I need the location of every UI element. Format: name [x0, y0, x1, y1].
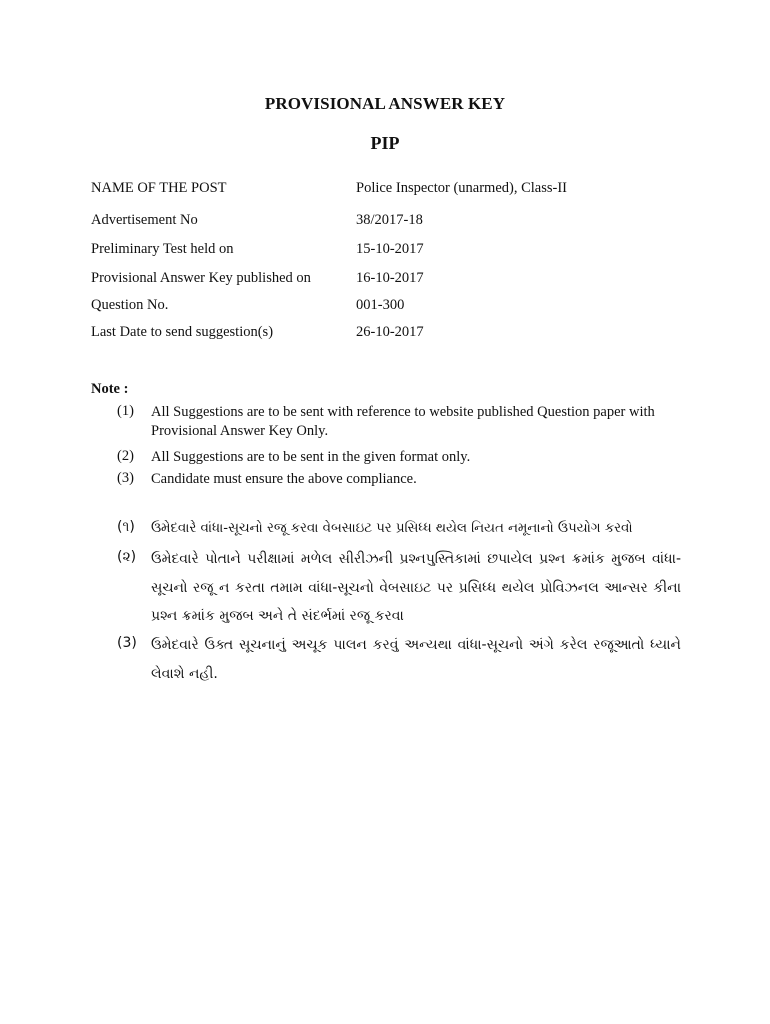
info-label: Question No. [91, 297, 169, 313]
gujarati-note-text: ઉમેદવારે પોતાને પરીક્ષામાં મળેલ સીરીઝની પ્રશ્નપુસ્તિકામાં છપાયેલ પ્રશ્ન ક્રમાંક મુજબ વાંધા-સૂચનો રજૂ ન કરતા તમામ વાંધા-સૂચનો વેબસાઇટ પર પ્રસિધ્ધ થયેલ પ્રોવિઝનલ આન્સર કીના પ્રશ્ન ક્રમાંક મુજબ અને તે સંદર્ભમાં રજૂ કરવા [151, 551, 681, 624]
info-label: Preliminary Test held on [91, 241, 234, 257]
note-text: Candidate must ensure the above compliance. [151, 471, 417, 487]
gujarati-note-text: ઉમેદવારે વાંધા-સૂચનો રજૂ કરવા વેબસાઇટ પર પ્રસિધ્ધ થયેલ નિયત નમૂનાનો ઉપયોગ કરવો [151, 521, 633, 536]
document-title: PROVISIONAL ANSWER KEY [264, 94, 506, 113]
note-number: (3) [117, 470, 134, 486]
info-value: 38/2017-18 [356, 212, 423, 228]
info-label: Provisional Answer Key published on [91, 270, 311, 286]
info-row-question-no [0, 297, 770, 317]
info-value: 16-10-2017 [356, 270, 424, 286]
info-value: 15-10-2017 [356, 241, 424, 257]
gujarati-note-number: (૧) [117, 519, 135, 535]
note-text: All Suggestions are to be sent with reference to website published Question paper with Provisional Answer Key Only. [151, 404, 655, 439]
info-label: NAME OF THE POST [91, 180, 227, 196]
info-row-post [0, 180, 770, 200]
note-number: (2) [117, 448, 134, 464]
info-row-advertisement [0, 212, 770, 232]
info-value: 001-300 [356, 297, 405, 313]
note-title: Note : [91, 381, 129, 397]
document-subtitle: PIP [370, 133, 400, 153]
gujarati-note-number: (૨) [117, 549, 137, 565]
info-row-published [0, 270, 770, 290]
info-row-test-date [0, 241, 770, 261]
info-value: Police Inspector (unarmed), Class-II [356, 180, 567, 196]
info-value: 26-10-2017 [356, 324, 424, 340]
gujarati-note-number: (3) [117, 635, 137, 651]
gujarati-note-text: ઉમેદવારે ઉક્ત સૂચનાનું અચૂક પાલન કરવું અન્યથા વાંધા-સૂચનો અંગે કરેલ રજૂઆતો ધ્યાને લેવાશે નહી. [151, 637, 681, 682]
info-label: Advertisement No [91, 212, 198, 228]
note-text: All Suggestions are to be sent in the given format only. [151, 449, 471, 465]
info-row-last-date [0, 324, 770, 344]
note-number: (1) [117, 403, 134, 419]
info-label: Last Date to send suggestion(s) [91, 324, 274, 340]
